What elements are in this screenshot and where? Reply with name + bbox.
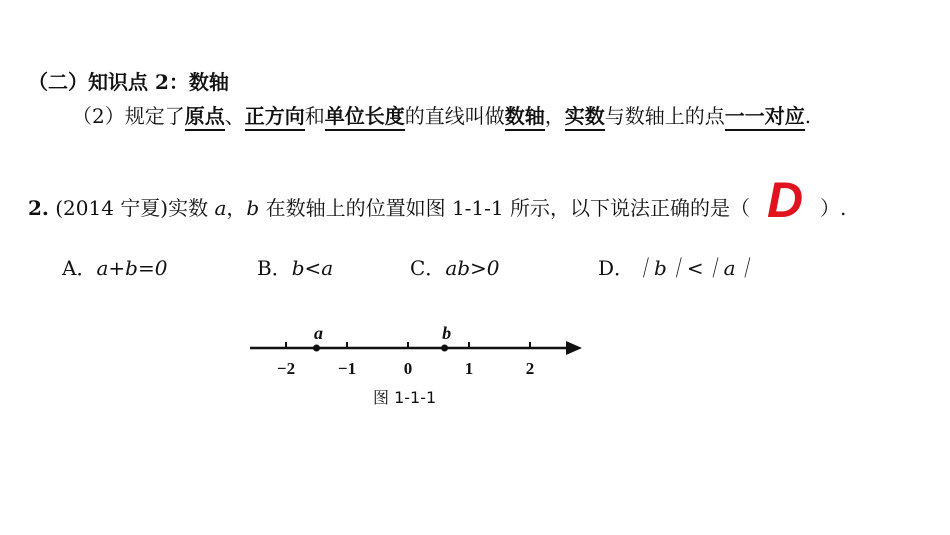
number-line xyxy=(240,315,600,385)
question-text: 在数轴上的位置如图 1-1-1 所示，以下说法正确的是（ xyxy=(259,196,750,220)
axis-tick-label: 1 xyxy=(464,359,474,378)
question-number: 2. xyxy=(28,196,49,220)
term-unit-length: 单位长度 xyxy=(325,104,405,131)
point-b xyxy=(441,345,448,352)
arrow-head-icon xyxy=(566,341,582,355)
definition-sep: ， xyxy=(544,104,565,128)
definition-text: 与数轴上的点 xyxy=(604,104,725,128)
option-d[interactable] xyxy=(598,252,756,281)
term-number-line: 数轴 xyxy=(505,104,545,131)
term-origin: 原点 xyxy=(185,104,225,131)
axis-tick-label: −2 xyxy=(276,359,296,378)
definition-line xyxy=(72,100,811,129)
option-text: b<a xyxy=(291,256,334,280)
question-text: 实数 xyxy=(168,196,215,220)
term-positive-direction: 正方向 xyxy=(245,104,305,131)
question-comma: ， xyxy=(226,196,247,220)
option-label: D． xyxy=(598,256,635,280)
point-label-a: a xyxy=(314,323,323,343)
axis-tick-label: −1 xyxy=(337,359,357,378)
section-heading: （二）知识点 2：数轴 xyxy=(28,70,229,94)
definition-end: . xyxy=(804,104,812,128)
definition-sep: 、 xyxy=(224,104,245,128)
option-b[interactable] xyxy=(257,252,333,281)
option-text: ab>0 xyxy=(445,256,500,280)
figure-caption: 图 1-1-1 xyxy=(373,388,437,407)
option-label: C． xyxy=(410,256,446,280)
option-text: ｜b｜<｜a｜ xyxy=(634,256,756,280)
var-b: b xyxy=(246,196,260,220)
option-text: a+b=0 xyxy=(96,256,168,280)
option-label: B． xyxy=(257,256,292,280)
question-source: (2014 宁夏) xyxy=(55,196,169,220)
option-label: A． xyxy=(62,256,97,280)
axis-tick-label: 0 xyxy=(403,359,413,378)
question-close: ）. xyxy=(820,196,847,220)
option-c[interactable] xyxy=(410,252,500,281)
var-a: a xyxy=(214,196,227,220)
point-label-b: b xyxy=(442,323,452,343)
term-real-number: 实数 xyxy=(565,104,605,131)
answer-mark: D xyxy=(766,172,804,228)
definition-text: 的直线叫做 xyxy=(404,104,505,128)
axis-tick-label: 2 xyxy=(525,359,535,378)
definition-sep: 和 xyxy=(304,104,325,128)
definition-prefix: （2）规定了 xyxy=(72,104,185,128)
option-a[interactable] xyxy=(62,252,167,281)
question-stem xyxy=(28,172,847,228)
term-one-to-one: 一一对应 xyxy=(725,104,805,131)
point-a xyxy=(313,345,320,352)
